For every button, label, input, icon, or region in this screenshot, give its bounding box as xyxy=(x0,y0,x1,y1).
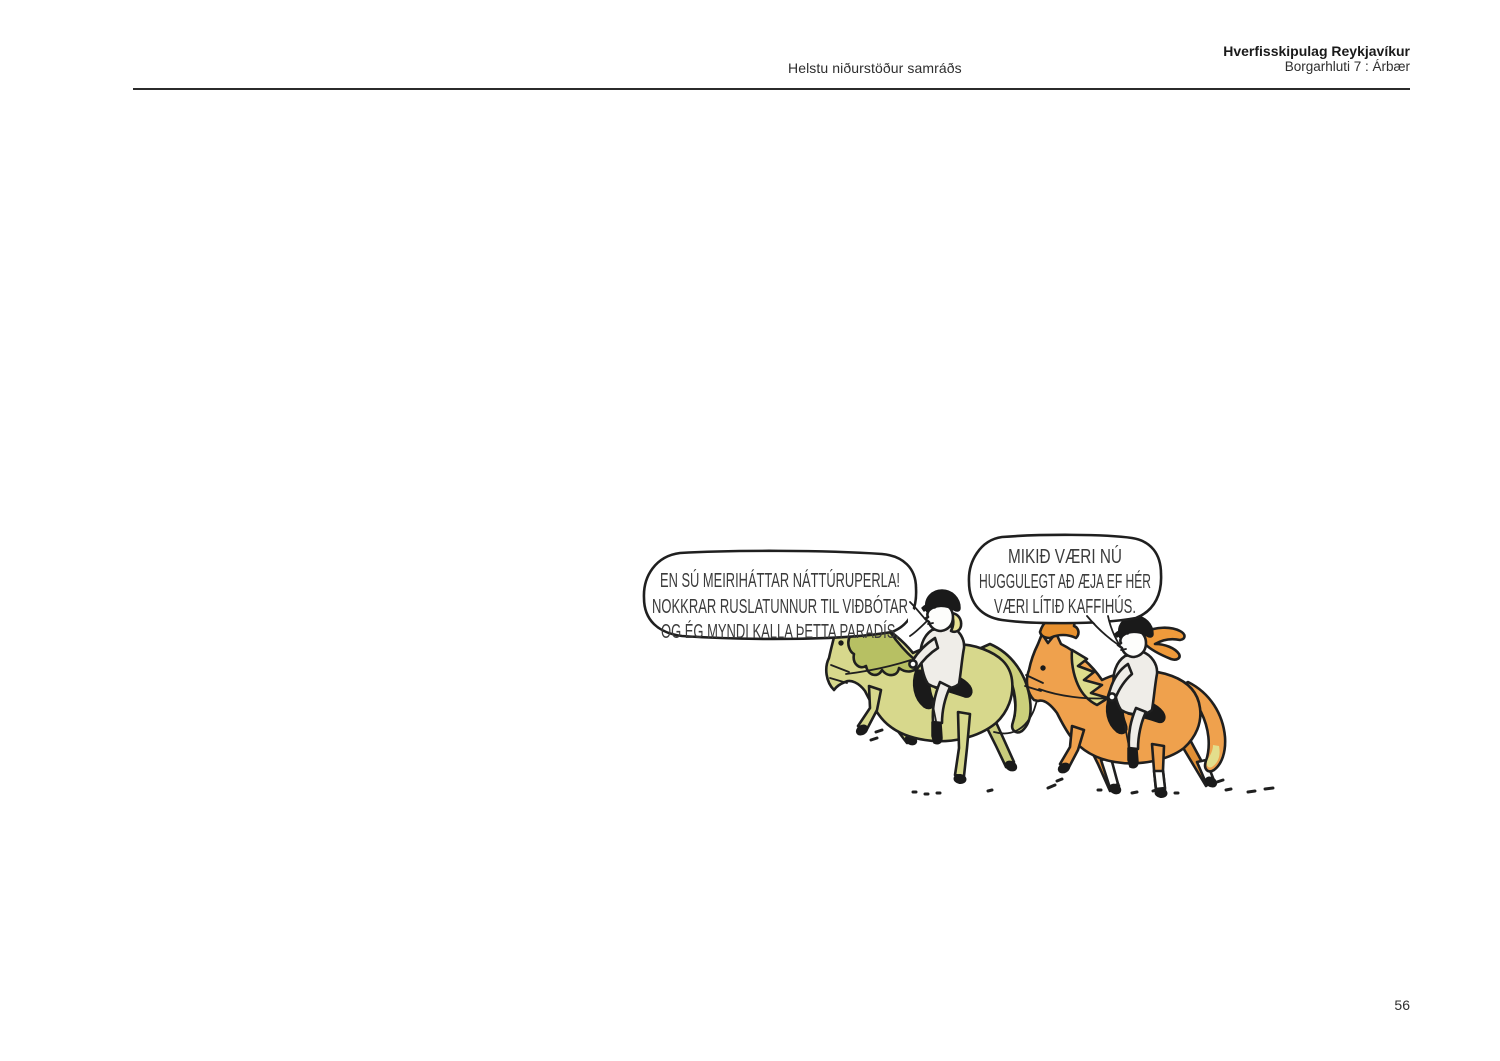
rider-left-mouth xyxy=(928,623,933,624)
rider-right-hand xyxy=(1108,693,1115,700)
horse-right-near-back-sock xyxy=(1154,771,1165,789)
header-section-label: Helstu niðurstöður samráðs xyxy=(788,60,962,76)
bubble-left-line-1: EN SÚ MEIRIHÁTTAR NÁTTÚRUPERLA! xyxy=(660,570,1033,592)
rider-right-mouth xyxy=(1121,649,1126,650)
bubble-left-line-3: OG ÉG MYNDI KALLA ÞETTA PARADÍS. xyxy=(661,621,1029,643)
comic-illustration xyxy=(620,510,1280,830)
bubble-right-line-3: VÆRI LÍTIÐ KAFFIHÚS. xyxy=(994,596,1212,618)
horse-left-near-front-leg xyxy=(858,686,881,731)
header-right-block xyxy=(1223,43,1410,75)
speech-bubble-left xyxy=(644,551,1046,643)
rider-left-hand xyxy=(909,660,916,667)
header-chapter: Borgarhluti 7 : Árbær xyxy=(1284,59,1410,74)
rider-right-boot xyxy=(1128,748,1138,768)
bubble-right-line-2: HUGGULEGT AÐ ÆJA EF HÉR xyxy=(979,571,1265,593)
bubble-left-line-2: NOKKRAR RUSLATUNNUR TIL VIÐBÓTAR xyxy=(652,596,1046,618)
bubble-right-line-1: MIKIÐ VÆRI NÚ xyxy=(1008,546,1157,568)
header-document-title: Hverfisskipulag Reykjavíkur xyxy=(1223,43,1410,59)
header-rule xyxy=(133,88,1410,90)
horse-left-near-back-leg xyxy=(955,712,970,776)
horse-right-eye xyxy=(1040,665,1045,670)
rider-left-boot xyxy=(932,722,942,744)
page-number: 56 xyxy=(1394,997,1410,1013)
